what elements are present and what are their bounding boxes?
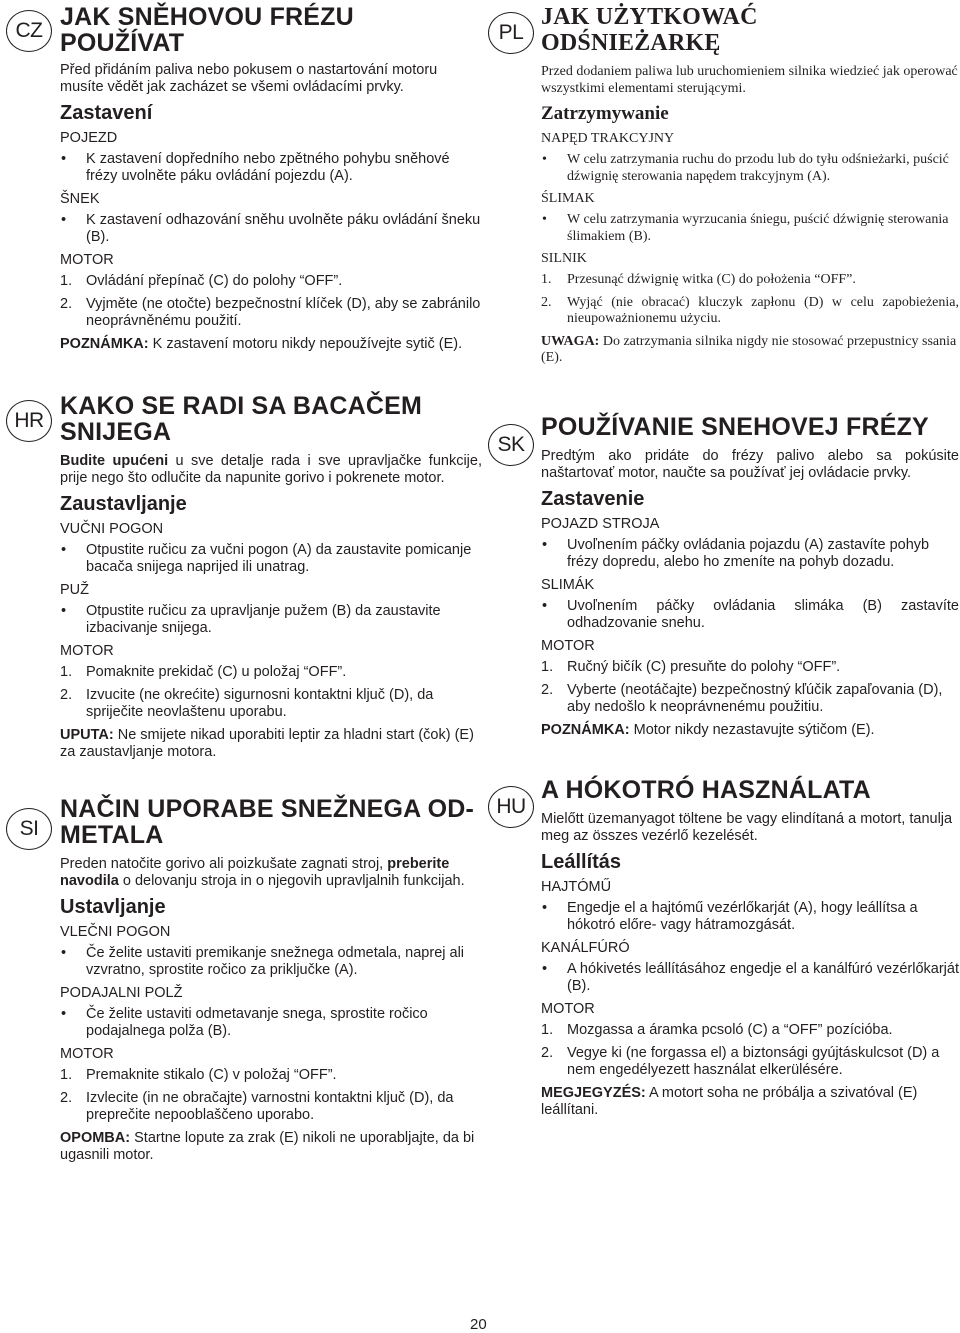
caption-engine: MOTOR (60, 252, 114, 268)
numbered-item: 1. Premaknite stikalo (C) v položaj “OFF”. (60, 1067, 337, 1083)
numbered-item: 2. Wyjąć (nie obracać) kluczyk zapłonu (D) w celu zapobieżenia, nieupoważnionemu użyciu. (541, 294, 959, 326)
caption-auger: ŚLIMAK (541, 191, 595, 206)
stop-heading: Zatrzymywanie (541, 103, 669, 124)
caption-drive: VLEČNI POGON (60, 924, 171, 940)
section-title: JAK UŻYTKOWAĆ ODŚNIEŻARKĘ (541, 4, 758, 56)
caption-engine: SILNIK (541, 251, 587, 266)
intro-text: Mielőtt üzemanyagot töltene be vagy elindítaná a motort, tanulja meg az összes vezérlő kezelését. (541, 811, 953, 844)
badge-label: SI (19, 817, 39, 840)
caption-drive: POJEZD (60, 130, 118, 146)
caption-auger: PODAJALNI POLŽ (60, 985, 183, 1001)
bullet-item: • Uvoľnením páčky ovládania pojazdu (A) zastavíte pohyb frézy dopredu, alebo ho zmeníte na pohyb dozadu. (542, 537, 930, 570)
bullet-item: • Uvoľnením páčky ovládania slimáka (B) zastavíte odhadzovanie snehu. (542, 598, 959, 631)
badge-label: HU (496, 795, 526, 818)
language-badge-cz (6, 10, 52, 52)
section-pl (541, 4, 959, 373)
bullet-item: • W celu zatrzymania ruchu do przodu lub do tyłu odśnieżarki, puścić dźwignię sterowania napędem trakcyjnym (A). (542, 152, 949, 184)
section-title: KAKO SE RADI SA BACAČEM SNIJEGA (60, 392, 423, 446)
note: OPOMBA: Startne lopute za zrak (E) nikoli ne uporabljajte, da bi ugasnili motor. (60, 1130, 475, 1163)
language-badge-si (6, 808, 52, 850)
numbered-item: 1. Ručný bičík (C) presuňte do polohy “OFF”. (541, 659, 841, 675)
language-badge-hr (6, 400, 52, 442)
note: UPUTA: Ne smijete nikad uporabiti leptir za hladni start (čok) (E) za zaustavljanje motora. (60, 727, 474, 760)
section-sk (541, 414, 959, 745)
stop-heading: Zastavení (60, 102, 153, 124)
section-hr (60, 393, 482, 767)
section-hu (541, 777, 959, 1125)
badge-label: CZ (15, 19, 43, 42)
bullet-item: • Če želite ustaviti odmetavanje snega, sprostite ročico podajalnega polža (B). (61, 1006, 428, 1039)
numbered-item: 2. Izvlecite (in ne obračajte) varnostni kontaktni ključ (D), da preprečite nepooblaščeno uporabo. (60, 1090, 454, 1123)
bullet-item: • Otpustite ručicu za vučni pogon (A) da zaustavite pomicanje bacača snijega naprijed ili unatrag. (61, 542, 472, 575)
numbered-item: 1. Przesunąć dźwignię witka (C) do położenia “OFF”. (541, 272, 856, 287)
note: UWAGA: Do zatrzymania silnika nigdy nie stosować przepustnicy ssania (E). (541, 333, 957, 365)
bullet-item: • Če želite ustaviti premikanje snežnega odmetala, naprej ali vzvratno, sprostite ročico za priključke (A). (61, 945, 465, 978)
intro-text: Przed dodaniem paliwa lub uruchomieniem silnika wiedzieć jak operować wszystkimi elementami sterującymi. (541, 64, 958, 96)
caption-drive: NAPĘD TRAKCYJNY (541, 131, 675, 146)
page-number: 20 (470, 1316, 487, 1333)
numbered-item: 1. Pomaknite prekidač (C) u položaj “OFF”. (60, 664, 347, 680)
caption-drive: POJAZD STROJA (541, 516, 660, 532)
note: MEGJEGYZÉS: A motort soha ne próbálja a szivatóval (E) leállítani. (541, 1085, 918, 1118)
section-cz (60, 4, 482, 359)
numbered-item: 2. Vyberte (neotáčajte) bezpečnostný kľúčik zapaľovania (D), aby nedošlo k neoprávnenému použitiu. (541, 682, 943, 715)
language-badge-pl (488, 12, 534, 54)
note: POZNÁMKA: K zastavení motoru nikdy nepoužívejte sytič (E). (60, 336, 463, 352)
badge-label: HR (14, 409, 44, 432)
caption-auger: PUŽ (60, 582, 89, 598)
numbered-item: 2. Izvucite (ne okrećite) sigurnosni kontaktni ključ (D), da spriječite neovlaštenu uporabu. (60, 687, 434, 720)
numbered-item: 1. Mozgassa a áramka pcsoló (C) a “OFF” pozícióba. (541, 1022, 893, 1038)
section-title: NAČIN UPORABE SNEŽNEGA OD- METALA (60, 795, 475, 849)
caption-auger: ŠNEK (60, 191, 100, 207)
caption-auger: KANÁLFÚRÓ (541, 940, 630, 956)
numbered-item: 2. Vegye ki (ne forgassa el) a biztonsági gyújtáskulcsot (D) a nem engedélyezett használat elkerülésére. (541, 1045, 940, 1078)
caption-auger: SLIMÁK (541, 577, 595, 593)
caption-engine: MOTOR (60, 1046, 114, 1062)
stop-heading: Ustavljanje (60, 896, 166, 918)
section-si (60, 796, 482, 1170)
intro-text: Preden natočite gorivo ali poizkušate zagnati stroj, preberite navodila o delovanju stroja in o njegovih upravljalnih funkcijah. (60, 856, 465, 889)
caption-engine: MOTOR (60, 643, 114, 659)
caption-engine: MOTOR (541, 1001, 595, 1017)
stop-heading: Zastavenie (541, 488, 645, 510)
language-badge-sk (488, 424, 534, 466)
language-badge-hu (488, 786, 534, 828)
note: POZNÁMKA: Motor nikdy nezastavujte sýtičom (E). (541, 722, 875, 738)
section-title: A HÓKOTRÓ HASZNÁLATA (541, 776, 871, 804)
bullet-item: • K zastavení odhazování sněhu uvolněte páku ovládání šneku (B). (61, 212, 481, 245)
bullet-item: • Engedje el a hajtómű vezérlőkarját (A), hogy leállítsa a hókotró előre- vagy hátramozgását. (542, 900, 918, 933)
bullet-item: • Otpustite ručicu za upravljanje pužem (B) da zaustavite izbacivanje snijega. (61, 603, 441, 636)
numbered-item: 1. Ovládání přepínač (C) do polohy “OFF”. (60, 273, 343, 289)
intro-text: Před přidáním paliva nebo pokusem o nastartování motoru musíte vědět jak zacházet se všemi ovládacími prvky. (60, 62, 438, 95)
caption-engine: MOTOR (541, 638, 595, 654)
caption-drive: HAJTÓMŰ (541, 879, 612, 895)
numbered-item: 2. Vyjměte (ne otočte) bezpečnostní klíček (D), aby se zabránilo neoprávněnému použití. (60, 296, 481, 329)
intro-text: Budite upućeni u sve detalje rada i sve upravljačke funkcije, prije nego što odlučite da napunite gorivo i pokrenete motor. (60, 453, 482, 486)
bullet-item: • K zastavení dopředního nebo zpětného pohybu sněhové frézy uvolněte páku ovládání pojezdu (A). (61, 151, 450, 184)
stop-heading: Leállítás (541, 851, 622, 873)
section-title: POUŽÍVANIE SNEHOVEJ FRÉZY (541, 413, 929, 441)
bullet-item: • W celu zatrzymania wyrzucania śniegu, puścić dźwignię sterowania ślimakiem (B). (542, 212, 949, 244)
bullet-item: • A hókivetés leállításához engedje el a kanálfúró vezérlőkarját (B). (542, 961, 959, 994)
badge-label: PL (498, 21, 524, 44)
caption-drive: VUČNI POGON (60, 521, 164, 537)
section-title: JAK SNĚHOVOU FRÉZU POUŽÍVAT (60, 3, 354, 57)
badge-label: SK (497, 433, 525, 456)
intro-text: Predtým ako pridáte do frézy palivo alebo sa pokúsite naštartovať motor, naučte sa používať jej ovládacie prvky. (541, 448, 959, 481)
stop-heading: Zaustavljanje (60, 493, 187, 515)
